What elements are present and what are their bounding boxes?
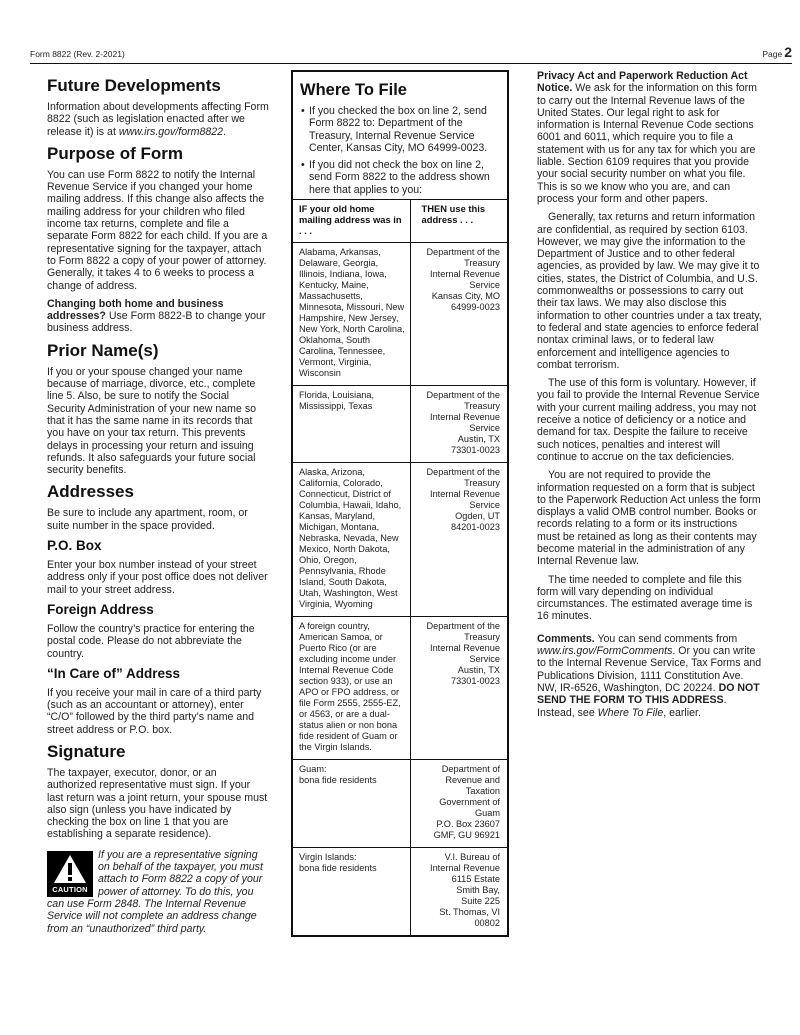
addresses-heading: Addresses [47, 482, 134, 502]
comments-paragraph [537, 633, 762, 719]
address-cell [410, 463, 507, 617]
text: Information about developments affecting Form 8822 (such as legislation enacted after we release it) is at [47, 101, 269, 138]
text: . [223, 125, 227, 138]
address-line: Department of the [426, 467, 500, 478]
do-not-send-warning: DO NOT SEND THE FORM TO THIS ADDRESS [537, 681, 760, 707]
location-line: bona fide residents [299, 775, 377, 786]
privacy-act-notice [537, 70, 762, 205]
address-line: Department of the [426, 247, 500, 258]
location-cell: Florida, Louisiana, Mississippi, Texas [293, 386, 410, 463]
future-developments-heading: Future Developments [47, 76, 221, 95]
caution-label: CAUTION [52, 884, 88, 894]
confidentiality-text: Generally, tax returns and return information are confidential, as required by section 6103. However, we may give the information to the Department of Justice and to other federal agencies, as provided by law. We may give it to cities, states, the District of Columbia, and U.S. commonwealths or possessions to carry out their tax laws. We may also disclose this information to other countries under a tax treaty, to federal and state agencies to enforce federal nontax criminal laws, or to federal law enforcement and intelligence agencies to combat terrorism. [537, 211, 762, 371]
address-line: Guam [474, 808, 500, 819]
purpose-of-form-section [47, 144, 269, 335]
address-line: Government of [439, 797, 500, 808]
text: . Instead, see [537, 694, 727, 719]
warning-triangle-icon [53, 854, 87, 884]
left-column [47, 70, 269, 935]
address-line: V.I. Bureau of [444, 852, 500, 863]
table-row [293, 386, 507, 463]
in-care-of-section [47, 666, 269, 736]
where-to-file-heading: Where To File [300, 81, 407, 99]
business-address-bold: Changing both home and business addresses? [47, 297, 224, 323]
address-line: Austin, TX [457, 434, 500, 445]
address-line: Austin, TX [457, 665, 500, 676]
address-line: Department of [441, 764, 500, 775]
in-care-of-text: If you receive your mail in care of a third party (such as an accountant or attorney), enter “C/O” followed by the third party’s name and street address or P.O. box. [47, 686, 262, 736]
address-line: Treasury [464, 401, 500, 412]
table-row [293, 848, 507, 936]
address-cell [410, 243, 507, 386]
privacy-act-text: We ask for the information on this form to carry out the Internal Revenue laws of the United States. Our legal right to ask for information is Internal Revenue Code sections 6001 and 6011, which require you to file a statement with us for any tax for which you are liable. Section 6109 requires that you provide your social security number on what you file. This is so we know who you are, and can process your form and other papers. [537, 82, 758, 205]
location-cell [293, 848, 410, 936]
future-developments-text [47, 101, 269, 138]
purpose-of-form-text: You can use Form 8822 to notify the Internal Revenue Service if you changed your home mailing address. If this change also affects the mailing address for your children who filed income tax returns, complete and file a separate Form 8822 for each child. If you are a representative signing for the taxpayer, attach to Form 8822 a copy of your power of attorney. Generally, it takes 4 to 6 weeks to process a change of address. [47, 168, 268, 292]
address-line: Treasury [464, 258, 500, 269]
address-line: Revenue and [445, 775, 500, 786]
table-row [293, 760, 507, 848]
prior-names-section [47, 341, 269, 477]
form8822-link[interactable]: www.irs.gov/form8822 [118, 125, 224, 138]
where-to-file-column [291, 70, 509, 937]
address-cell [410, 617, 507, 760]
page-label: Page [762, 49, 783, 59]
address-line: Internal Revenue [430, 863, 500, 874]
text: , earlier. [663, 706, 701, 719]
future-developments-section [47, 76, 269, 138]
location-cell: Alabama, Arkansas, Delaware, Georgia, Illinois, Indiana, Iowa, Kentucky, Maine, Massachusetts, Minnesota, Missouri, New Hampshire, New Jersey, New York, North Carolina, Oklahoma, South Carolina, Tennessee, Vermont, Virginia, Wisconsin [293, 243, 410, 386]
signature-heading: Signature [47, 741, 126, 761]
address-line: 84201-0023 [450, 522, 500, 533]
po-box-section [47, 538, 269, 596]
address-line: Department of the [426, 621, 500, 632]
privacy-act-heading: Privacy Act and Paperwork Reduction Act Notice. [537, 70, 748, 95]
location-cell: Alaska, Arizona, California, Colorado, Connecticut, District of Columbia, Hawaii, Idaho, Kansas, Maryland, Michigan, Montana, Nebraska, Nevada, New Mexico, North Dakota, Ohio, Oregon, Pennsylvania, Rhode Island, South Dakota, Utah, Washington, West Virginia, Wyoming [293, 463, 410, 617]
filing-address-table [293, 199, 507, 935]
address-line: 6115 Estate [451, 874, 500, 885]
location-line: Virgin Islands: [299, 852, 357, 863]
address-line: Taxation [465, 786, 500, 797]
page-header [30, 44, 792, 64]
page-number-value: 2 [784, 44, 792, 60]
where-to-file-bullets [293, 105, 507, 196]
address-line: 64999-0023 [450, 302, 500, 313]
address-line: Kansas City, MO [431, 291, 500, 302]
bullet-item: • If you did not check the box on line 2, send Form 8822 to the address shown here that applies to you: [301, 159, 501, 196]
text: . Or you can write to the Internal Revenue Service, Tax Forms and Publications Division, 1111 Constitution Ave. NW, IR-6526, Washington, DC 20224. [537, 645, 762, 694]
where-to-file-box [291, 70, 509, 937]
time-estimate-text: The time needed to complete and file this form will vary depending on individual circumstances. The estimated average time is 16 minutes. [537, 573, 753, 623]
address-line: GMF, GU 96921 [433, 830, 500, 841]
address-line: Treasury [464, 632, 500, 643]
location-cell [293, 760, 410, 848]
signature-text: The taxpayer, executor, donor, or an authorized representative must sign. If your last return was a joint return, your spouse must also sign (unless you have indicated by checking the box on line 1 that you are establishing a separate residence). [47, 766, 268, 841]
voluntary-text: The use of this form is voluntary. However, if you fail to provide the Internal Revenue Service with your current mailing address, you may not receive a notice of deficiency or a notice and demand for tax. Despite the failure to receive such notices, penalties and interest will continue to accrue on the tax deficiencies. [537, 377, 760, 463]
address-line: Service [469, 654, 500, 665]
in-care-of-heading: “In Care of” Address [47, 665, 181, 681]
address-line: Internal Revenue [430, 412, 500, 423]
comments-heading: Comments. [537, 632, 595, 645]
right-column [537, 70, 762, 725]
form-identifier: Form 8822 (Rev. 2-2021) [30, 49, 125, 59]
table-row [293, 243, 507, 386]
text: You can send comments from [594, 632, 738, 645]
address-cell [410, 760, 507, 848]
addresses-section [47, 482, 269, 532]
purpose-of-form-heading: Purpose of Form [47, 143, 184, 163]
address-line: Internal Revenue [430, 269, 500, 280]
prior-names-text: If you or your spouse changed your name because of marriage, divorce, etc., complete line 5. Also, be sure to notify the Social Security Administration of your new name so that it has the same name in its records that you have on your tax return. This prevents delays in processing your return and issuing refunds. It also safeguards your future social security benefits. [47, 365, 257, 477]
bullet-item: • If you checked the box on line 2, send Form 8822 to: Department of the Treasury, Internal Revenue Service Center, Kansas City, MO 64999-0023. [301, 105, 501, 154]
table-row [293, 463, 507, 617]
address-line: Suite 225 [461, 896, 500, 907]
address-line: Service [469, 423, 500, 434]
address-line: Internal Revenue [430, 489, 500, 500]
business-address-note [47, 298, 269, 335]
address-line: Internal Revenue [430, 643, 500, 654]
address-line: Service [469, 500, 500, 511]
table-row [293, 617, 507, 760]
location-cell: A foreign country, American Samoa, or Puerto Rico (or are excluding income under Internal Revenue Code section 933), or use an APO or FPO address, or file Form 2555, 2555-EZ, or 4563, or are a dual-status alien or non bona fide resident of Guam or the Virgin Islands. [293, 617, 410, 760]
signature-section [47, 742, 269, 841]
where-to-file-reference: Where To File [597, 706, 664, 719]
address-line: Smith Bay, [456, 885, 500, 896]
address-cell [410, 386, 507, 463]
column-header-location: IF your old home mailing address was in . . . [293, 200, 410, 243]
column-header-address: THEN use this address . . . [410, 200, 507, 243]
address-line: St. Thomas, VI 00802 [439, 907, 500, 929]
caution-warning-icon [47, 851, 93, 897]
location-line: bona fide residents [299, 863, 377, 874]
address-cell [410, 848, 507, 936]
address-line: Department of the [426, 390, 500, 401]
foreign-address-section [47, 602, 269, 660]
form-comments-link[interactable]: www.irs.gov/FormComments [537, 645, 673, 658]
address-line: Treasury [464, 478, 500, 489]
page-number [762, 44, 792, 60]
caution-text: If you are a representative signing on behalf of the taxpayer, you must attach to Form 8822 a copy of your power of attorney. To do this, you can use Form 2848. The Internal Revenue Service will not complete an address change from an “unauthorized” third party. [47, 848, 263, 935]
address-line: P.O. Box 23607 [436, 819, 500, 830]
addresses-text: Be sure to include any apartment, room, or suite number in the space provided. [47, 507, 248, 532]
address-line: 73301-0023 [450, 445, 500, 456]
caution-note [47, 849, 269, 935]
business-address-text: Use Form 8822-B to change your business address. [47, 310, 266, 335]
po-box-text: Enter your box number instead of your street address only if your post office does not deliver mail to your street address. [47, 559, 268, 596]
address-line: Ogden, UT [455, 511, 500, 522]
address-line: Service [469, 280, 500, 291]
po-box-heading: P.O. Box [47, 538, 102, 554]
foreign-address-heading: Foreign Address [47, 601, 154, 617]
prior-names-heading: Prior Name(s) [47, 340, 159, 360]
paperwork-reduction-text: You are not required to provide the information requested on a form that is subject to the Paperwork Reduction Act unless the form displays a valid OMB control number. Books or records relating to a form or its instructions must be retained as long as their contents may become material in the administration of any Internal Revenue law. [537, 469, 761, 568]
foreign-address-text: Follow the country’s practice for entering the postal code. Please do not abbreviate the country. [47, 622, 255, 660]
table-header-row [293, 200, 507, 243]
address-line: 73301-0023 [450, 676, 500, 687]
location-line: Guam: [299, 764, 327, 775]
